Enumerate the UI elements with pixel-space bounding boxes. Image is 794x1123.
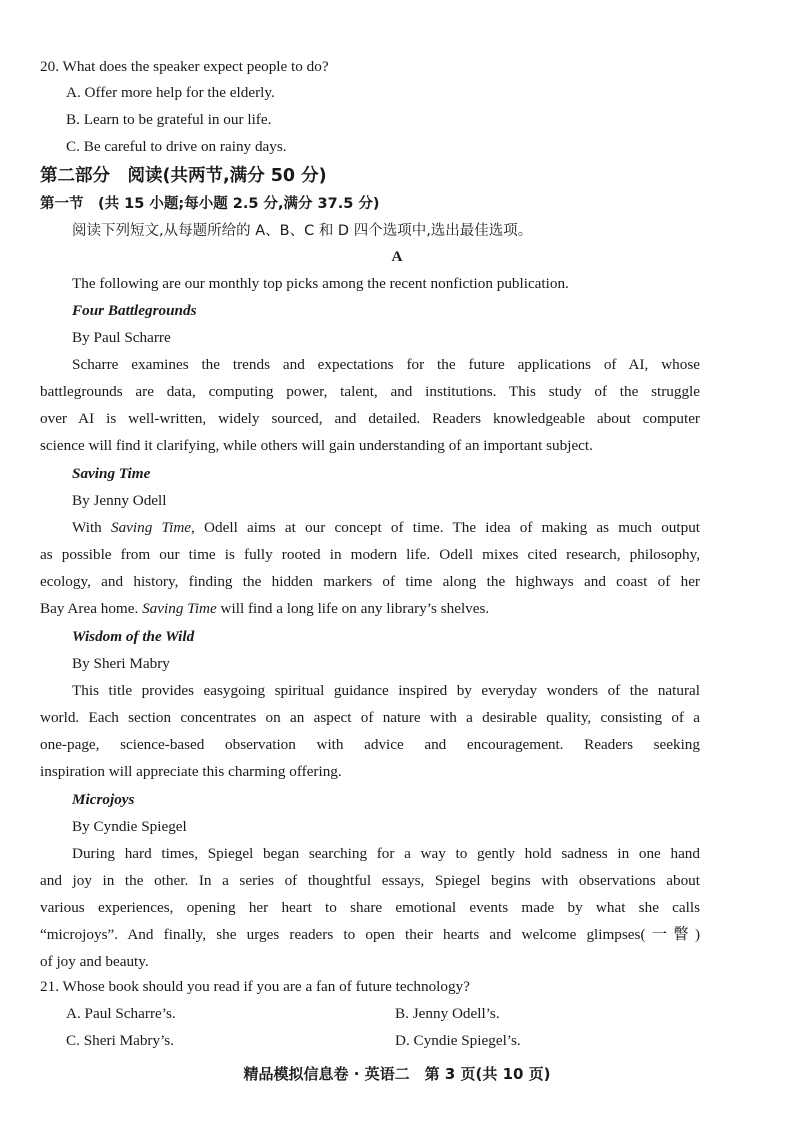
text-fragment: With — [72, 519, 111, 536]
q20-option-c: C. Be careful to drive on rainy days. — [66, 138, 287, 155]
q21-option-d: D. Cyndie Spiegel’s. — [395, 1032, 521, 1049]
book-text-line: “microjoys”. And finally, she urges readers to open their hearts and welcome glimpses(一瞥) — [40, 926, 700, 943]
book-author: By Cyndie Spiegel — [72, 818, 187, 835]
book-text-line — [40, 599, 489, 619]
book-title: Saving Time — [72, 465, 151, 482]
book-text-line: various experiences, opening her heart to share emotional events made by what she calls — [40, 899, 700, 916]
book-title: Microjoys — [72, 791, 135, 808]
book-author: By Paul Scharre — [72, 329, 171, 346]
book-text-line: Scharre examines the trends and expectations for the future applications of AI, whose — [72, 356, 700, 373]
q21-option-c: C. Sheri Mabry’s. — [66, 1032, 174, 1049]
text-fragment: will find a long life on any library’s shelves. — [216, 600, 490, 617]
book-text-line: science will find it clarifying, while others will gain understanding of an important subject. — [40, 437, 593, 454]
book-text-line: and joy in the other. In a series of thoughtful essays, Spiegel begins with observations about — [40, 872, 700, 889]
book-text-line: During hard times, Spiegel began searching for a way to gently hold sadness in one hand — [72, 845, 700, 862]
book-text-line: world. Each section concentrates on an aspect of nature with a desirable quality, consisting of a — [40, 709, 700, 726]
q21-stem: 21. Whose book should you read if you are a fan of future technology? — [40, 978, 470, 995]
text-fragment: Bay Area home. — [40, 600, 143, 617]
book-title: Four Battlegrounds — [72, 302, 197, 319]
book-text-line: This title provides easygoing spiritual guidance inspired by everyday wonders of the natural — [72, 682, 700, 699]
text-fragment: , Odell aims at our concept of time. The idea of making as much output — [191, 519, 701, 536]
part2-title: 第二部分 阅读(共两节,满分 50 分) — [40, 166, 327, 186]
q20-stem: 20. What does the speaker expect people to do? — [40, 58, 329, 75]
q20-option-a: A. Offer more help for the elderly. — [66, 84, 275, 101]
book-author: By Jenny Odell — [72, 492, 167, 509]
italic-book-title: Saving Time — [110, 519, 192, 536]
q21-option-b: B. Jenny Odell’s. — [395, 1005, 500, 1022]
instruction: 阅读下列短文,从每题所给的 A、B、C 和 D 四个选项中,选出最佳选项。 — [72, 223, 533, 239]
book-text-line: battlegrounds are data, computing power, talent, and institutions. This study of the struggle — [40, 383, 700, 400]
book-text-line: over AI is well-written, widely sourced, and detailed. Readers knowledgeable about computer — [40, 410, 700, 427]
book-text-line: ecology, and history, finding the hidden markers of time along the highways and coast of her — [40, 573, 700, 590]
italic-book-title: Saving Time — [142, 600, 217, 617]
book-text-line — [72, 518, 700, 538]
passage-intro: The following are our monthly top picks among the recent nonfiction publication. — [72, 275, 569, 292]
book-text-line: one-page, science-based observation with advice and encouragement. Readers seeking — [40, 736, 700, 753]
page-footer: 精品模拟信息卷 · 英语二 第 3 页(共 10 页) — [243, 1065, 551, 1083]
q20-option-b: B. Learn to be grateful in our life. — [66, 111, 272, 128]
book-text-line: inspiration will appreciate this charming offering. — [40, 763, 342, 780]
section1-title: 第一节 (共 15 小题;每小题 2.5 分,满分 37.5 分) — [40, 196, 380, 212]
book-text-line: as possible from our time is fully rooted in modern life. Odell mixes cited research, philosophy, — [40, 546, 700, 563]
q21-option-a: A. Paul Scharre’s. — [66, 1005, 176, 1022]
book-text-line: of joy and beauty. — [40, 953, 149, 970]
passage-letter: A — [391, 248, 403, 265]
book-author: By Sheri Mabry — [72, 655, 170, 672]
book-title: Wisdom of the Wild — [72, 628, 195, 645]
